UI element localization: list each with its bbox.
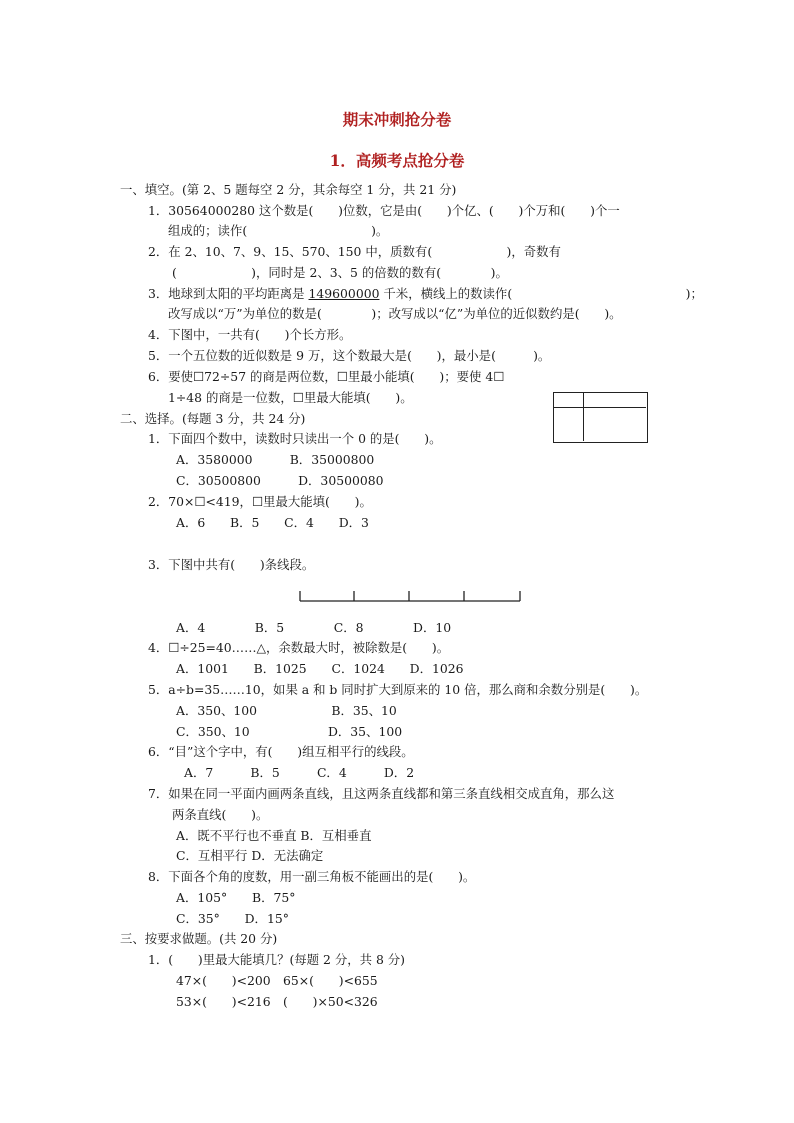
s2-q7-options-a: A．既不平行也不垂直 B．互相垂直 [176,828,372,843]
s2-q2-options: A．6 B．5 C．4 D．3 [176,515,369,530]
s1-q3-line2: 改写成以“万”为单位的数是( )；改写成以“亿”为单位的近似数约是( )。 [168,306,622,321]
s1-q6-line1: 6．要使☐72÷57 的商是两位数，☐里最小能填( )；要使 4☐ [148,369,505,384]
s1-q2-line1: 2．在 2、10、7、9、15、570、150 中，质数有( )，奇数有 [148,244,561,259]
page-title: 期末冲刺抢分卷 [342,110,452,129]
section3-heading: 三、按要求做题。(共 20 分) [120,931,278,946]
s1-q6-line2: 1÷48 的商是一位数，☐里最大能填( )。 [168,390,413,405]
s2-q4-options: A．1001 B．1025 C．1024 D．1026 [176,661,464,676]
s3-q1-row1: 47×( )<200 65×( )<655 [176,973,378,988]
s1-q1-line1: 1．30564000280 这个数是( )位数，它是由( )个亿、( )个万和( )个一 [148,203,620,218]
s2-q6: 6．“目”这个字中，有( )组互相平行的线段。 [148,744,414,759]
s2-q3-options: A．4 B．5 C．8 D．10 [176,620,452,635]
s3-q1-row2: 53×( )<216 ( )×50<326 [176,994,378,1009]
s2-q1-options-a: A．3580000 B．35000800 [176,452,375,467]
s2-q7-options-b: C．互相平行 D．无法确定 [176,848,324,863]
s1-q4: 4．下图中，一共有( )个长方形。 [148,327,352,342]
s2-q4: 4．☐÷25=40……△，余数最大时，被除数是( )。 [148,640,450,655]
s2-q1: 1．下面四个数中，读数时只读出一个 0 的是( )。 [148,431,442,446]
s2-q2: 2．70×☐<419，☐里最大能填( )。 [148,494,372,509]
s3-q1: 1．( )里最大能填几？(每题 2 分，共 8 分) [148,952,405,967]
s2-q5-options-b: C．350、10 D．35、100 [176,724,403,739]
s2-q8: 8．下面各个角的度数，用一副三角板不能画出的是( )。 [148,869,476,884]
s1-q5: 5．一个五位数的近似数是 9 万，这个数最大是( )，最小是( )。 [148,348,551,363]
section1-heading: 一、填空。(第 2、5 题每空 2 分，其余每空 1 分，共 21 分) [120,182,457,197]
s1-q1-line2: 组成的；读作( )。 [168,223,389,238]
s2-q5: 5．a÷b=35……10，如果 a 和 b 同时扩大到原来的 10 倍，那么商和余数分别是( )。 [148,682,648,697]
s2-q7-line2: 两条直线( )。 [172,807,269,822]
s1-q3-pre: 3．地球到太阳的平均距离是 [148,286,309,301]
s2-q8-options-b: C．35° D．15° [176,911,289,926]
section2-heading: 二、选择。(每题 3 分，共 24 分) [120,411,306,426]
s2-q6-options: A．7 B．5 C．4 D．2 [184,765,415,780]
s2-q1-options-b: C．30500800 D．30500080 [176,473,384,488]
s1-q3-line1 [148,286,703,302]
rectangle-figure-vline [583,392,584,441]
s1-q2-line2: ( )，同时是 2、3、5 的倍数的数有( )。 [172,265,508,280]
s1-q3-underlined-number: 149600000 [308,286,380,301]
s2-q8-options-a: A．105° B．75° [176,890,296,905]
s2-q5-options-a: A．350、100 B．35、10 [176,703,397,718]
s2-q3: 3．下图中共有( )条线段。 [148,557,315,572]
s2-q7-line1: 7．如果在同一平面内画两条直线，且这两条直线都和第三条直线相交成直角，那么这 [148,786,615,801]
page-subtitle: 1．高频考点抢分卷 [329,151,465,170]
s1-q3-post: 千米，横线上的数读作( )； [379,286,703,301]
rectangle-figure [553,392,648,443]
line-segment-figure [298,588,523,604]
rectangle-figure-hline [553,407,646,408]
